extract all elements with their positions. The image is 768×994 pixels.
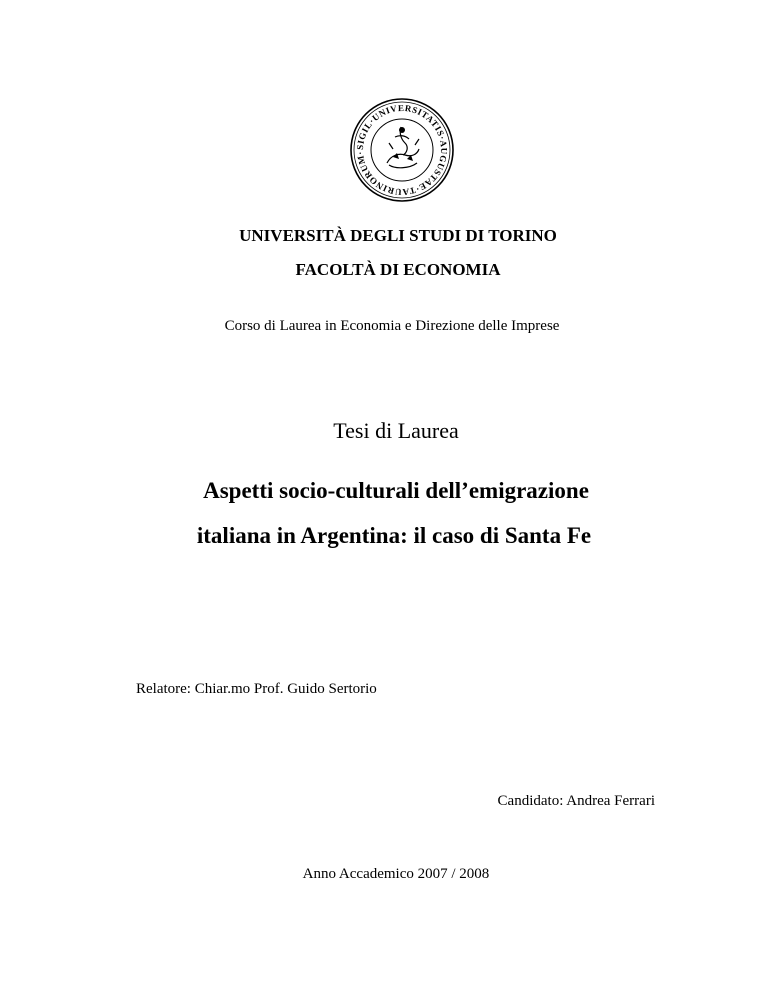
thesis-title-line-2: italiana in Argentina: il caso di Santa Fe	[196, 523, 592, 548]
academic-year: Anno Accademico 2007 / 2008	[302, 866, 490, 882]
course-name: Corso di Laurea in Economia e Direzione delle Imprese	[224, 318, 560, 334]
thesis-title-line-1: Aspetti socio-culturali dell’emigrazione	[203, 478, 589, 503]
faculty-name: FACOLTÀ DI ECONOMIA	[295, 260, 501, 279]
supervisor: Relatore: Chiar.mo Prof. Guido Sertorio	[136, 681, 377, 697]
candidate: Candidato: Andrea Ferrari	[497, 793, 655, 809]
thesis-label: Tesi di Laurea	[333, 418, 459, 443]
university-seal-icon	[349, 97, 455, 203]
svg-text:SIGIL·UNIVERSITATIS·AUGUSTAE·T: SIGIL·UNIVERSITATIS·AUGUSTAE·TAURINORUM·	[354, 102, 450, 198]
university-name: UNIVERSITÀ DEGLI STUDI DI TORINO	[239, 226, 557, 245]
